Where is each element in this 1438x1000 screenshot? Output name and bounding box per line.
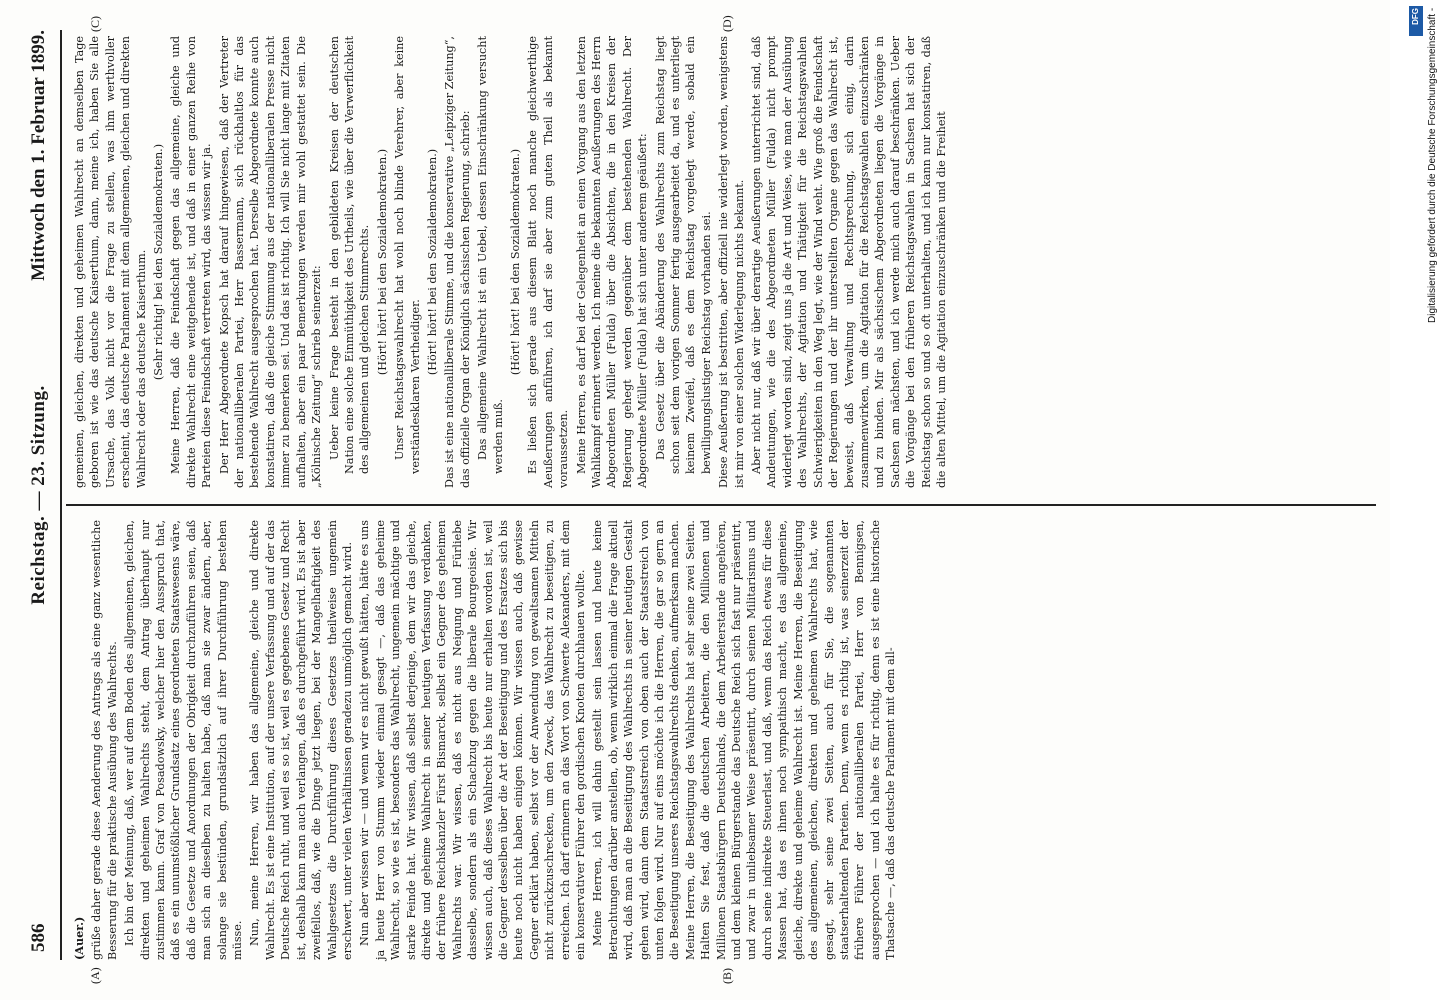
margin-marker-c: (C) (88, 16, 102, 32)
paragraph: Es ließen sich gerade aus diesem Blatt noch manche gleichwerthige Aeußerungen anführen, ich darf sie aber zum guten Theil als bekannt voraussetzen. (526, 36, 571, 488)
margin-marker-a: (A) (88, 967, 102, 984)
quotation: Ueber keine Frage besteht in den gebildeten Kreisen der deutschen Nation eine solche Einmüthigkeit des Urtheils, wie über die Verwerflichkeit des allgemeinen und gleichen Stimmrechts. (327, 36, 372, 474)
interjection: (Hört! hört! bei den Sozialdemokraten.) (508, 148, 522, 376)
paragraph: Ich bin der Meinung, daß, wer auf dem Boden des allgemeinen, gleichen, direkten und geheimen Wahlrechts steht, dem Antrag überhaupt nur zustimmen kann. Graf von Posadowsky, welcher hier den Ausspruch that, daß es ein unumstößlicher Grundsatz eines geordneten Staatswesens wäre, daß die Gesetze und Anordnungen der Obrigkeit durchzuführen seien, daß man sich an dieselben zu halten habe, daß man sie zwar ändern, aber, solange sie bestünden, grundsätzlich auf ihrer Durchführung bestehen müsse. (123, 520, 245, 960)
right-column (72, 36, 1372, 488)
paragraph: Diese Aeußerung ist bestritten, aber offiziell nie widerlegt worden, wenigstens ist mir von einer solchen Widerlegung nichts bekannt. (717, 36, 746, 488)
margin-marker-d: (D) (720, 15, 734, 32)
session-date: Mittwoch den 1. Februar 1899. (28, 30, 49, 281)
speaker-label: (Auer.) (72, 916, 86, 960)
left-column (72, 520, 1372, 960)
page-number: 586 (28, 923, 49, 952)
page-title: Reichstag. — 23. Sitzung. (28, 385, 49, 605)
column-divider (66, 504, 1376, 506)
paragraph: gemeinen, gleichen, direkten und geheimen Wahlrecht an demselben Tage geboren ist wie das deutsche Kaiserthum, dann, meine ich, haben Sie alle Ursache, das Volk nicht vor die Frage zu stellen, was ihm werthvoller erscheint, das deutsche Parlament mit dem allgemeinen, gleichen und direkten Wahlrecht oder das deutsche Kaiserthum. (73, 36, 148, 488)
quotation: Das Gesetz über die Abänderung des Wahlrechts zum Reichstag liegt schon seit dem vorigen Sommer fertig ausgearbeitet da, und es unterliegt keinem Zweifel, daß es dem Reichstag vorgelegt werde, sobald ein bewilligungslustiger Reichstag vorhanden sei. (653, 36, 713, 474)
quotation: Das allgemeine Wahlrecht ist ein Uebel, dessen Einschränkung versucht werden muß. (476, 36, 505, 474)
margin-marker-b: (B) (720, 968, 734, 984)
paragraph: Nun aber wissen wir — und wenn wir es nicht gewußt hätten, hätte es uns ja heute Herr von Stumm wieder einmal gesagt —, daß das geheime Wahlrecht, so wie es ist, besonders das Wahlrecht, ungemein mächtige und starke Feinde hat. Wir wissen, daß selbst derjenige, dem wir das gleiche, direkte und geheime Wahlrecht in seiner heutigen Verfassung verdanken, der frühere Reichskanzler Fürst Bismarck, selbst ein Gegner des geheimen Wahlrechts war. Wir wissen, daß es nicht aus Neigung und Fürliebe dasselbe, sondern als ein Schachzug gegen die liberale Bourgeoisie. Wir wissen auch, daß dieses Wahlrecht bis heute nur erhalten worden ist, weil die Gegner desselben über die Art der Beseitigung und des Ersatzes sich bis heute noch nicht haben einigen können. Wir wissen auch, daß gewisse Gegner erklärt haben, selbst vor der Anwendung von gewaltsamen Mitteln nicht zurückzuschrecken, um den Zweck, das Wahlrecht zu beseitigen, zu erreichen. Ich darf erinnern an das Wort von Schwerte Alexanders, mit dem ein konservativer Führer den gordischen Knoten durchhauen wollte. (358, 520, 587, 960)
paragraph: Nun, meine Herren, wir haben das allgemeine, gleiche und direkte Wahlrecht. Es ist eine Institution, auf der unsere Verfassung und auf der das Deutsche Reich ruht, und weil es so ist, weil es gegebenes Gesetz und Recht ist, deshalb kann man auch verlangen, daß es durchgeführt wird. Es ist aber zweifellos, daß, wie die Dinge jetzt liegen, bei der Mangelhaftigkeit des Wahlgesetzes die Durchführung dieses Gesetzes theilweise ungemein erschwert, unter vielen Verhältnissen geradezu unmöglich gemacht wird. (248, 520, 354, 960)
quotation: Unser Reichstagswahlrecht hat wohl noch blinde Verehrer, aber keine verständesklaren Vertheidiger. (393, 36, 422, 474)
paragraph: Meine Herren, es darf bei der Gelegenheit an einen Vorgang aus den letzten Wahlkampf erinnert werden. Ich meine die bekannten Aeußerungen des Herrn Abgeordneten Müller (Fulda) über die Absichten, die in den Kreisen der Regierung gehegt werden gegenüber dem bestehenden Wahlrecht. Der Abgeordnete Müller (Fulda) hat sich unter anderem geäußert: (574, 36, 650, 488)
dfg-logo-text: DFG (1411, 8, 1420, 25)
paragraph: grüße daher gerade diese Aenderung des Antrags als eine ganz wesentliche Besserung für die praktische Ausübung des Wahlrechts. (90, 520, 119, 960)
paragraph: Meine Herren, ich will dahin gestellt sein lassen und heute keine Betrachtungen darüber anstellen, ob, wenn wirklich einmal die Frage aktuell wird, daß man an die Beseitigung des Wahlrechts in seiner heutigen Gestalt gehen wird, dann dem Staatsstreich von oben auch der Staatsstreich von unten folgen wird. Nur auf eins möchte ich die Herren, die gar so gern an die Beseitigung unseres Reichstagswahlrechts denken, aufmerksam machen. Meine Herren, die Beseitigung des Wahlrechts hat sehr seine zwei Seiten. Halten Sie fest, daß die deutschen Arbeitern, die den Millionen und Millionen Staatsbürgern Deutschlands, die dem Arbeiterstande angehören, und dem kleinen Bürgerstande das Deutsche Reich sich fast nur präsentirt, und zwar in unliebsamer Weise präsentirt, durch seinen Militarismus und durch seine indirekte Steuerlast, und daß, wenn das Reich etwas für diese Massen hat, das es ihnen noch sympathisch macht, es das allgemeine, gleiche, direkte und geheime Wahlrecht ist. Meine Herren, die Beseitigung des allgemeinen, gleichen, direkten und geheimen Wahlrechts hat, wie gesagt, sehr seine zwei Seiten, auch für Sie, die sogenannten staatserhaltenden Parteien. Denn, wenn es richtig ist, was seinerzeit der frühere Führer der nationalliberalen Partei, Herr von Bennigsen, ausgesprochen — und ich halte es für richtig, denn es ist eine historische Thatsache —, daß das deutsche Parlament mit dem all- (591, 520, 898, 960)
page-header (18, 30, 62, 960)
interjection: (Sehr richtig! bei den Sozialdemokraten.) (152, 143, 166, 381)
paragraph: Der Herr Abgeordnete Kopsch hat darauf hingewiesen, daß der Vertreter der nationalliberalen Partei, Herr Bassermann, sich rückhaltlos für das bestehende Wahlrecht ausgesprochen hat. Derselbe Abgeordnete konnte auch konstatiren, daß die gleiche Stimmung aus der nationalliberalen Presse nicht immer zu bemerken sei. Und das ist richtig. Ich will Sie nicht lange mit Zitaten aufhalten, aber ein paar Bemerkungen werden mir wohl gestattet sein. Die „Kölnische Zeitung“ schrieb seinerzeit: (217, 36, 324, 488)
paragraph: Meine Herren, daß die Feindschaft gegen das allgemeine, gleiche und direkte Wahlrecht eine weitgehende ist, und daß in einer ganzen Reihe von Parteien diese Feindschaft vertreten wird, das wissen wir ja. (169, 36, 214, 488)
digitization-credit: Digitalisierung gefördert durch die Deutsche Forschungsgemeinschaft - (1427, 8, 1438, 324)
paragraph: Das ist eine nationalliberale Stimme, und die konservative „Leipziger Zeitung“, das offizielle Organ der Königlich sächsischen Regierung, schrieb: (443, 36, 472, 488)
interjection: (Hört! hört! bei den Sozialdemokraten.) (375, 148, 389, 376)
interjection: (Hört! hört! bei den Sozialdemokraten.) (425, 148, 439, 376)
paragraph: Aber nicht nur, daß wir über derartige Aeußerungen unterrichtet sind, daß Andeutungen, wie die des Abgeordneten Müller (Fulda) nicht prompt widerlegt worden sind, zeigt uns ja die Art und Weise, wie man der Ausübung des Wahlrechts, der Agitation und Thätigkeit für die Reichstagswahlen Schwierigkeiten in den Weg legt, wie der Wind weht. Wie groß die Feindschaft der Regierungen und der ihr unterstellten Organe gegen das Wahlrecht ist, beweist, daß Verwaltung und Rechtsprechung, sich einig, darin zusammenwirken, um die Agitation für die Reichstagswahlen einzuschränken und zu binden. Mir als sächsischem Abgeordneten liegen die Vorgänge in Sachsen am nächsten, und ich werde mich auch darauf beschränken. Ueber die Vorgänge bei den früheren Reichstagswahlen in Sachsen hat sich der Reichstag schon so und so oft unterhalten, und ich kann nur konstatiren, daß die alten Mittel, um die Agitation einzuschränken und die Freiheit (750, 36, 948, 488)
